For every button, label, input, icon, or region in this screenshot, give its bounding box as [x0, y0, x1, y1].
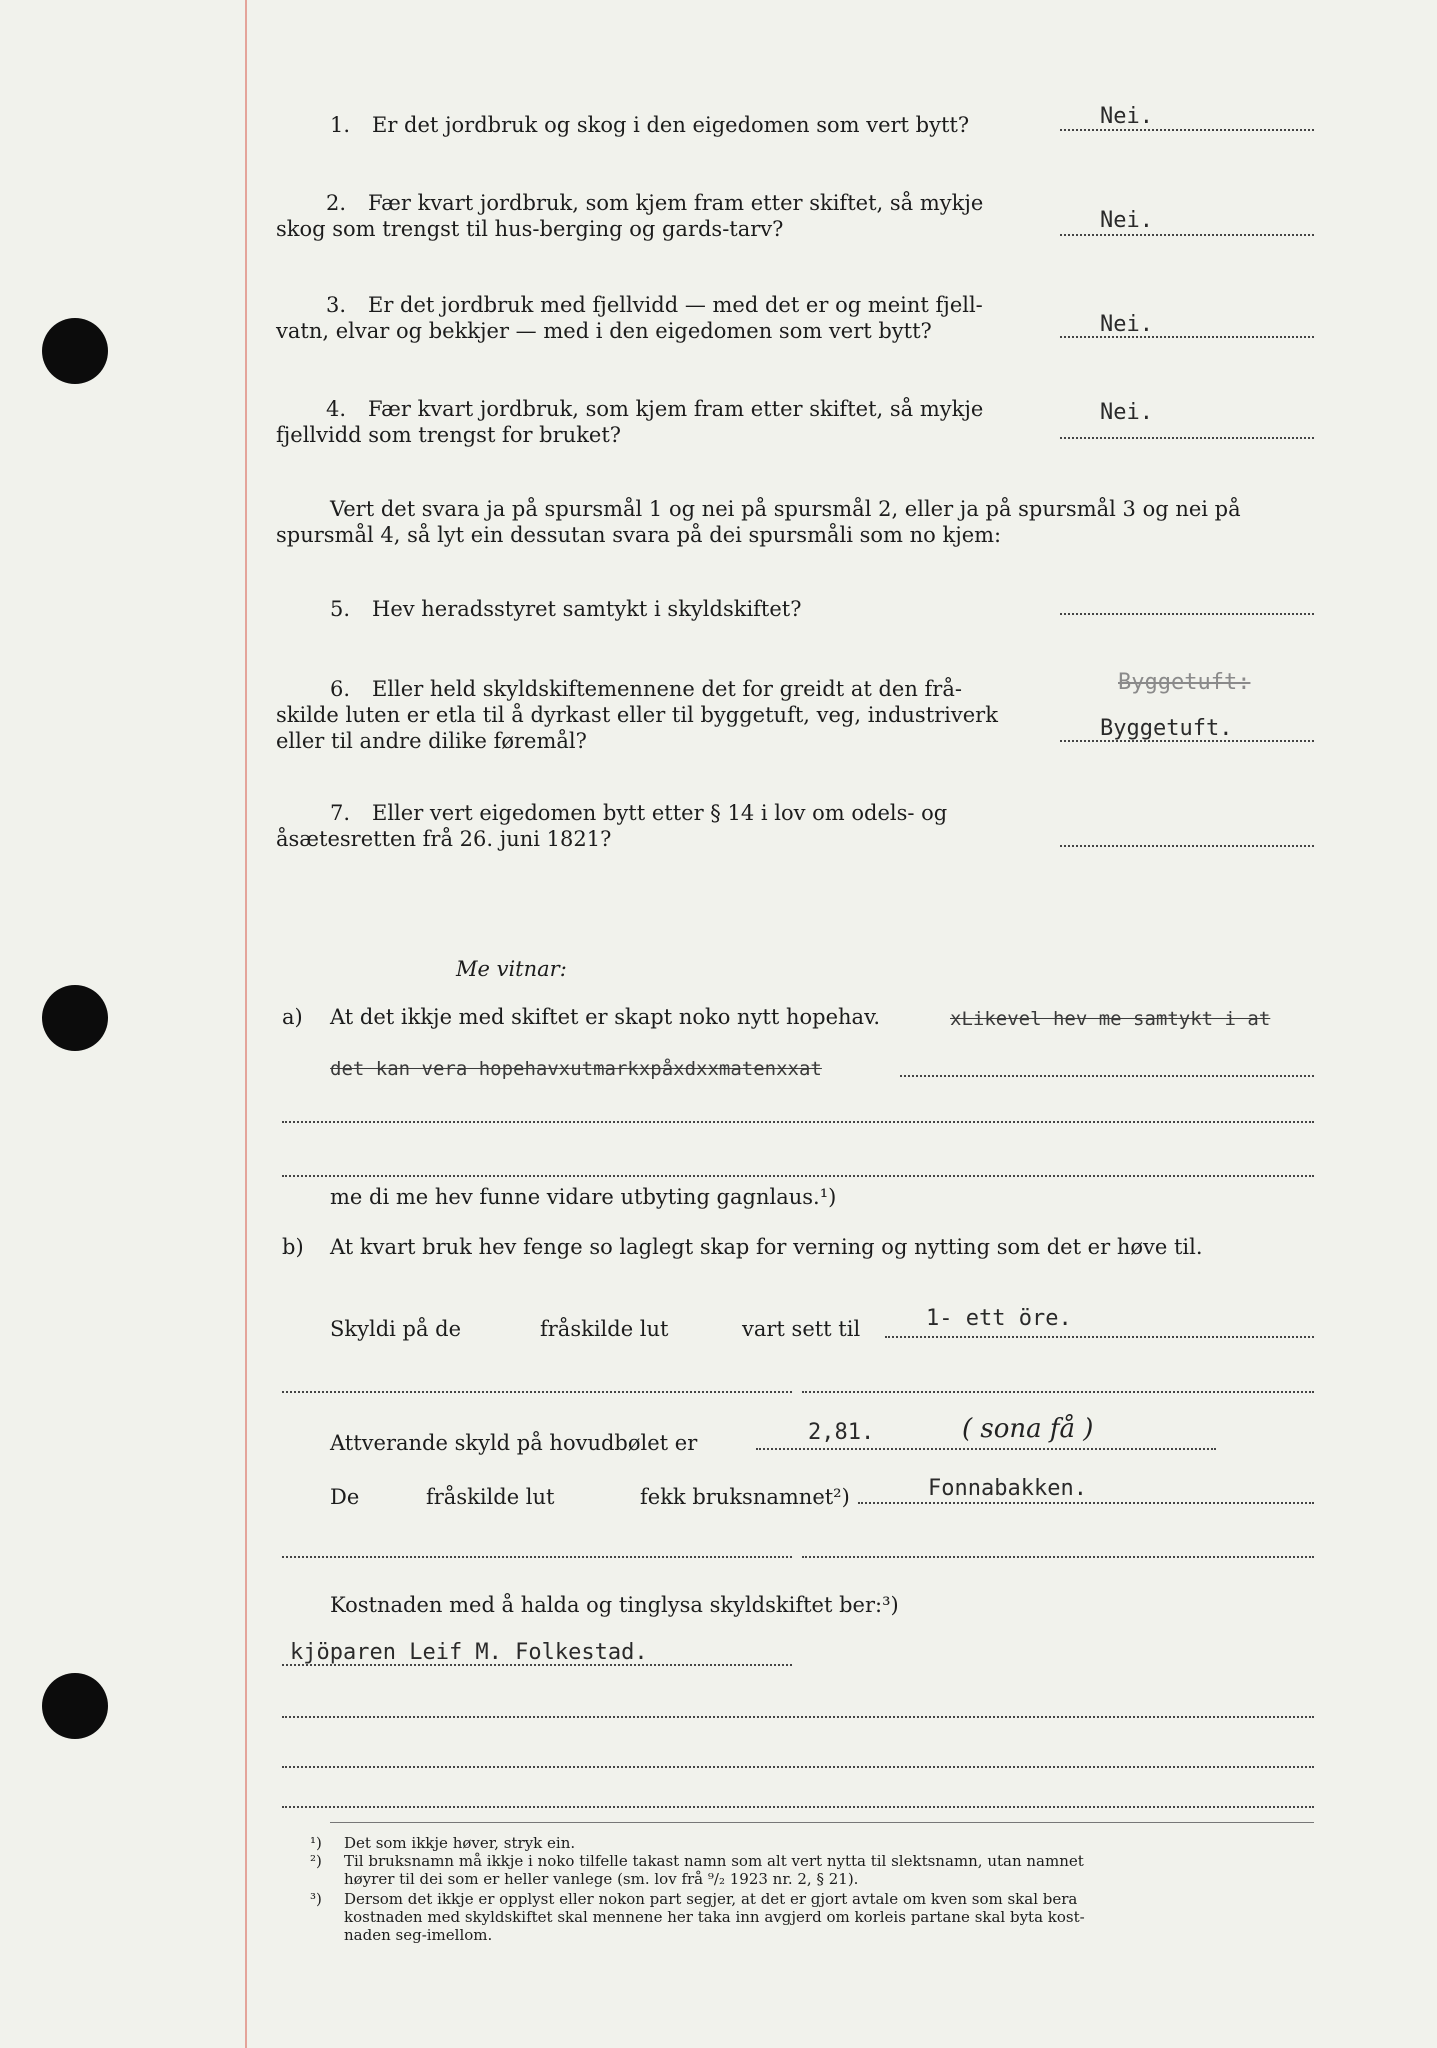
- kostnad-line-2: [282, 1716, 1314, 1718]
- attverande-handwritten: ( sona få ): [962, 1414, 1094, 1444]
- q3-line1: Er det jordbruk med fjellvidd — med det er og meint fjell-: [368, 293, 983, 317]
- q7-line2: åsætesretten frå 26. juni 1821?: [276, 827, 612, 851]
- q4-answer: Nei.: [1100, 400, 1153, 425]
- q6-struck-answer: Byggetuft:: [1118, 670, 1251, 695]
- witness-b-label: b): [282, 1235, 304, 1259]
- footnote-2-text: Til bruksnamn må ikkje i noko tilfelle takast namn som alt vert nytta til slektsnamn, utan namnet: [344, 1852, 1084, 1870]
- skyld-label-1: Skyldi på de: [330, 1317, 462, 1341]
- footnote-2-mark: ²): [310, 1852, 322, 1870]
- q2-answer: Nei.: [1100, 208, 1153, 233]
- skyld-value: 1- ett öre.: [926, 1306, 1072, 1331]
- kostnad-line-4: [282, 1806, 1314, 1808]
- footnote-1-mark: ¹): [310, 1834, 322, 1852]
- q2-line2: skog som trengst til hus-berging og gards-tarv?: [276, 217, 784, 241]
- footnote-3-mark: ³): [310, 1890, 322, 1908]
- attverande-line: [756, 1448, 1216, 1450]
- bruksnamn-value: Fonnabakken.: [928, 1476, 1087, 1501]
- witness-line-3: [282, 1175, 1314, 1177]
- q4-number: 4.: [326, 397, 347, 421]
- q6-answer: Byggetuft.: [1100, 716, 1233, 741]
- skyld-label-2: fråskilde lut: [540, 1317, 669, 1341]
- footnote-1-text: Det som ikkje høver, stryk ein.: [344, 1834, 576, 1852]
- q3-number: 3.: [326, 293, 347, 317]
- witness-a-struck-2: det kan vera hopehavxutmarkxpåxdxxmatenxxat: [330, 1058, 822, 1080]
- q6-line1: Eller held skyldskiftemennene det for greidt at den frå-: [372, 677, 962, 701]
- footnote-3-text3: naden seg-imellom.: [344, 1926, 493, 1944]
- bruksnamn-label-1: De: [330, 1485, 360, 1509]
- skyld-line-right: [802, 1391, 1314, 1393]
- q7-line1: Eller vert eigedomen bytt etter § 14 i lov om odels- og: [372, 801, 948, 825]
- skyld-label-3: vart sett til: [742, 1317, 861, 1341]
- skyld-value-line: [885, 1336, 1314, 1338]
- footnote-3-text: Dersom det ikkje er opplyst eller nokon part segjer, at det er gjort avtale om kven som skal bera: [344, 1890, 1078, 1908]
- bruksnamn-line-left: [282, 1556, 792, 1558]
- kostnad-line-3: [282, 1766, 1314, 1768]
- bruksnamn-label-3: fekk bruksnamnet²): [640, 1485, 850, 1509]
- q2-line1: Fær kvart jordbruk, som kjem fram etter skiftet, så mykje: [368, 191, 984, 215]
- q2-number: 2.: [326, 191, 347, 215]
- footnote-3-text2: kostnaden med skyldskiftet skal mennene her taka inn avgjerd om korleis partane skal byta kost-: [344, 1908, 1085, 1926]
- q5-text: Hev heradsstyret samtykt i skyldskiftet?: [372, 597, 802, 621]
- witness-b-text: At kvart bruk hev fenge so laglegt skap for verning og nytting som det er høve til.: [330, 1235, 1203, 1259]
- punch-hole-bottom: [42, 1673, 108, 1739]
- bruksnamn-line-right: [802, 1556, 1314, 1558]
- q1-answer-line: [1060, 129, 1314, 131]
- attverande-value: 2,81.: [808, 1420, 875, 1445]
- q4-line1: Fær kvart jordbruk, som kjem fram etter skiftet, så mykje: [368, 397, 984, 421]
- bruksnamn-label-2: fråskilde lut: [426, 1485, 555, 1509]
- kostnad-value: kjöparen Leif M. Folkestad.: [290, 1640, 648, 1665]
- attverande-label: Attverande skyld på hovudbølet er: [330, 1431, 698, 1455]
- footnote-rule: [330, 1822, 1314, 1823]
- q2-answer-line: [1060, 234, 1314, 236]
- margin-rule: [245, 0, 247, 2048]
- kostnad-label: Kostnaden med å halda og tinglysa skyldskiftet ber:³): [330, 1593, 899, 1617]
- q6-number: 6.: [330, 677, 351, 701]
- q1-number: 1.: [330, 113, 351, 137]
- q5-answer-line: [1060, 613, 1314, 615]
- skyld-line-left: [282, 1391, 792, 1393]
- q5-number: 5.: [330, 597, 351, 621]
- witness-a-label: a): [282, 1005, 303, 1029]
- footnote-2-text2: høyrer til dei som er heller vanlege (sm. lov frå ⁹/₂ 1923 nr. 2, § 21).: [344, 1870, 859, 1888]
- witness-line-2: [282, 1121, 1314, 1123]
- intro-line1: Vert det svara ja på spursmål 1 og nei på spursmål 2, eller ja på spursmål 3 og nei på: [330, 497, 1241, 521]
- witness-line-1: [900, 1075, 1314, 1077]
- intro-line2: spursmål 4, så lyt ein dessutan svara på dei spursmåli som no kjem:: [276, 523, 1002, 547]
- q3-answer-line: [1060, 336, 1314, 338]
- q3-answer: Nei.: [1100, 312, 1153, 337]
- q4-answer-line: [1060, 437, 1314, 439]
- q3-line2: vatn, elvar og bekkjer — med i den eigedomen som vert bytt?: [276, 319, 932, 343]
- witness-a-end: me di me hev funne vidare utbyting gagnlaus.¹): [330, 1185, 837, 1209]
- punch-hole-middle: [42, 985, 108, 1051]
- q6-line3: eller til andre dilike føremål?: [276, 729, 587, 753]
- q6-line2: skilde luten er etla til å dyrkast eller til byggetuft, veg, industriverk: [276, 703, 998, 727]
- punch-hole-top: [42, 318, 108, 384]
- witness-heading: Me vitnar:: [456, 957, 567, 981]
- q7-number: 7.: [330, 801, 351, 825]
- q1-text: Er det jordbruk og skog i den eigedomen som vert bytt?: [372, 113, 970, 137]
- q7-answer-line: [1060, 845, 1314, 847]
- q1-answer: Nei.: [1100, 104, 1153, 129]
- q4-line2: fjellvidd som trengst for bruket?: [276, 423, 622, 447]
- witness-a-text: At det ikkje med skiftet er skapt noko nytt hopehav.: [330, 1005, 881, 1029]
- witness-a-struck-1: xLikevel hev me samtykt i at: [950, 1008, 1271, 1030]
- bruksnamn-line: [858, 1502, 1314, 1504]
